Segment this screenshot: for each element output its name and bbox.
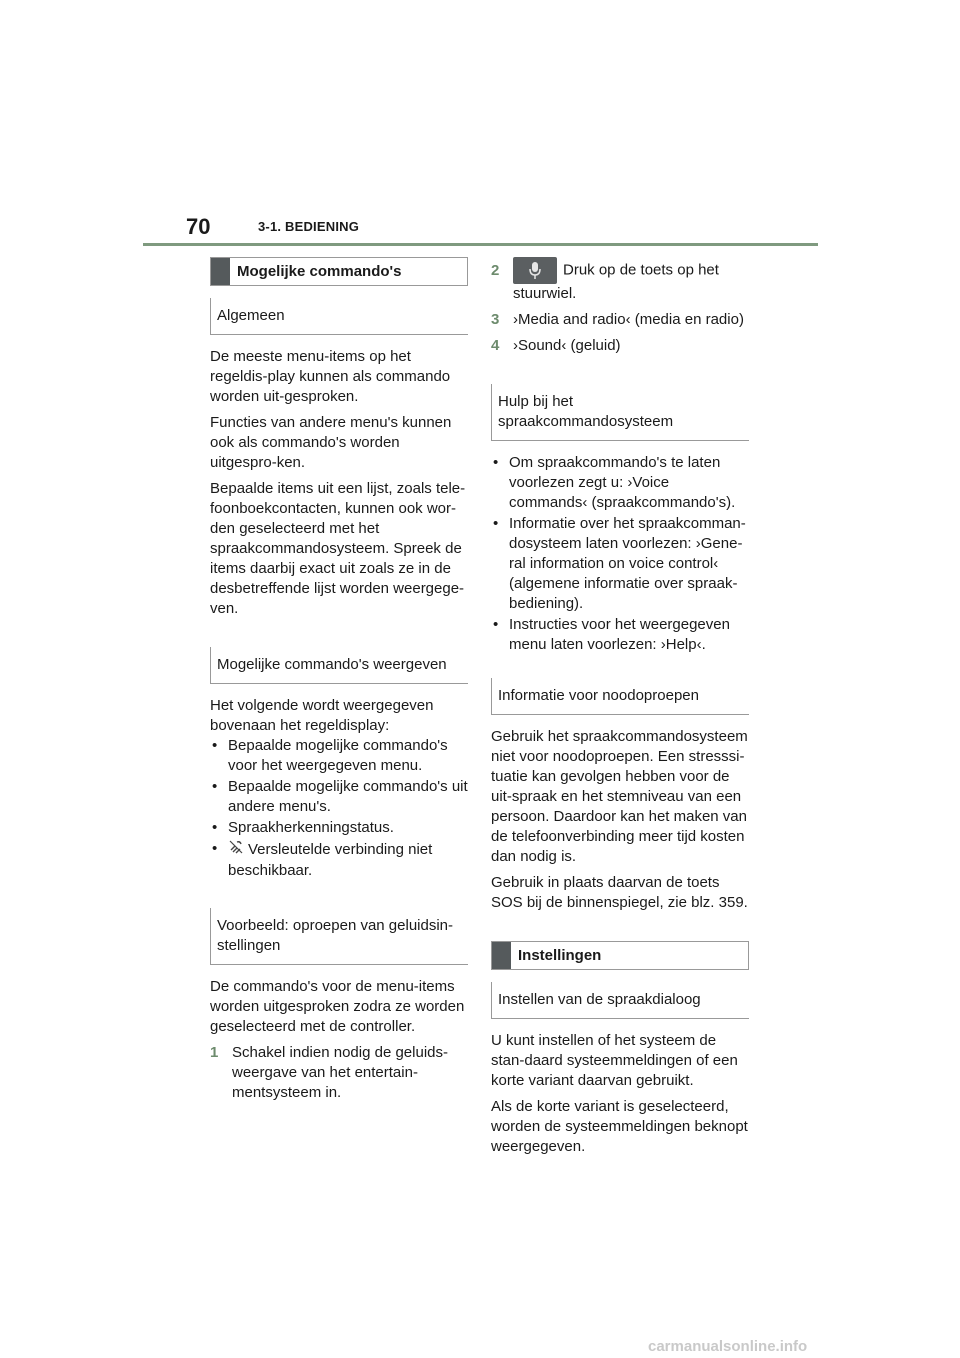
right-column [491,257,749,1163]
step-number: 2 [491,262,500,279]
heading-bar [211,258,230,285]
step-text: Schakel indien nodig de geluids-weergave van het entertain-mentsysteem in. [232,1044,448,1101]
microphone-icon [513,257,557,284]
paragraph: Functies van andere menu's kunnen ook als commando's worden uitgespro-ken. [210,414,452,471]
step-1 [210,1043,468,1103]
subheading-show-commands: Mogelijke commando's weergeven [210,647,468,684]
step-text: ›Sound‹ (geluid) [513,337,621,354]
list-item: • Bepaalde mogelijke commando's uit andere menu's. [210,777,468,817]
section-heading-text: Mogelijke commando's [237,262,402,280]
section-heading-commands [210,257,468,286]
paragraph: Gebruik in plaats daarvan de toets SOS bij de binnenspiegel, zie blz. 359. [491,874,748,911]
step-number: 3 [491,311,500,328]
paragraph: Het volgende wordt weergegeven bovenaan het regeldisplay: [210,697,434,734]
header-rule [143,243,818,246]
encryption-off-icon [228,839,244,861]
step-4 [491,336,749,356]
chapter-title: 3-1. BEDIENING [258,219,360,234]
paragraph: Als de korte variant is geselecteerd, worden de systeemmeldingen beknopt weergegeven. [491,1098,748,1155]
step-text-container [513,257,749,304]
step-3 [491,310,749,330]
paragraph: De commando's voor de menu-items worden uitgesproken zodra ze worden geselecteerd met de controller. [210,978,465,1035]
subheading-emergency: Informatie voor noodoproepen [491,678,749,715]
left-column [210,257,468,1109]
paragraph: Gebruik het spraakcommandosysteem niet voor noodoproepen. Een stresssi-tuatie kan gevolgen hebben voor de uit-spraak en het stemniveau van een persoon. Daardoor kan het maken van de telefoonverbinding meer tijd kosten dan nodig is. [491,728,748,865]
paragraph: U kunt instellen of het systeem de stan-daard systeemmeldingen of een korte variant daarvan gebruikt. [491,1032,738,1089]
subheading-help: Hulp bij het spraakcommandosysteem [491,384,749,441]
step-text: Druk op de toets op het stuurwiel. [513,261,719,302]
paragraph: De meeste menu-items op het regeldis-play kunnen als commando worden uit-gesproken. [210,348,451,405]
list-item: • Bepaalde mogelijke commando's voor het weergegeven menu. [210,736,468,776]
subheading-general: Algemeen [210,298,468,335]
list-item: • Instructies voor het weergegeven menu laten voorlezen: ›Help‹. [491,615,749,655]
paragraph: Bepaalde items uit een lijst, zoals tele-foonboekcontacten, kunnen ook wor-den geselecteerd met het spraakcommandosysteem. Spreek de items daarbij exact uit zoals ze in de desbetreffende lijst worden weergege-ven. [210,480,466,617]
subheading-voice-dialog: Instellen van de spraakdialoog [491,982,749,1019]
step-text: ›Media and radio‹ (media en radio) [513,311,744,328]
subheading-example: Voorbeeld: oproepen van geluidsin-stellingen [210,908,468,965]
section-heading-text: Instellingen [518,946,602,964]
list-item: • Om spraakcommando's te laten voorlezen zegt u: ›Voice commands‹ (spraakcommando's). [491,453,749,513]
list-item-text: Versleutelde verbinding niet beschikbaar. [228,840,433,879]
page-number: 70 [186,214,211,239]
section-heading-settings [491,941,749,970]
bullet-list [491,453,749,655]
step-2 [491,257,749,304]
list-item: • Informatie over het spraakcomman-dosysteem laten voorlezen: ›Gene-ral information on voice control‹ (algemene informatie over spraak-bediening). [491,514,749,614]
watermark: carmanualsonline.info [648,1338,808,1355]
step-number: 4 [491,337,500,354]
step-number: 1 [210,1044,219,1061]
bullet-list [210,736,468,881]
list-item [210,839,468,881]
heading-bar [492,942,511,969]
list-item: • Spraakherkenningstatus. [210,818,468,838]
